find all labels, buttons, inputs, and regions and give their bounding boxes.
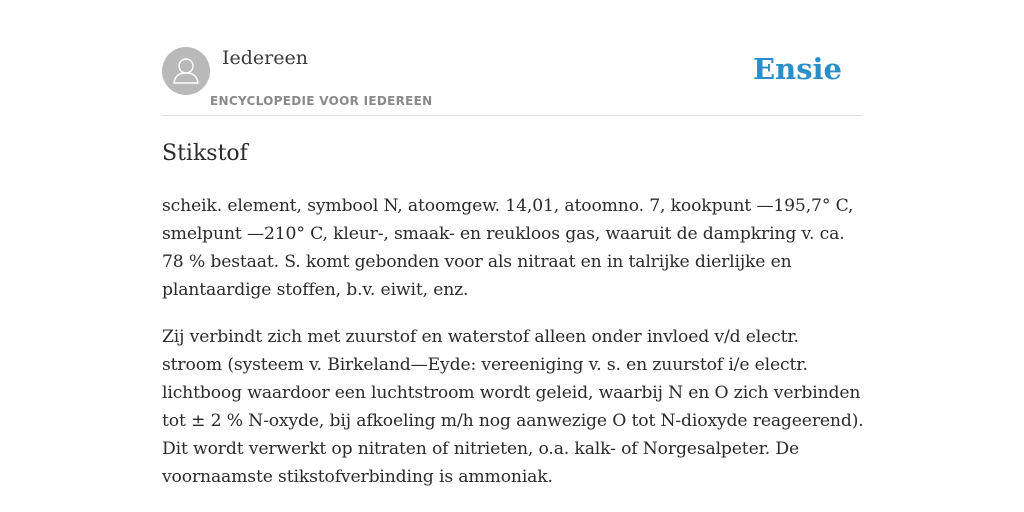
- article-paragraph: Zij verbindt zich met zuurstof en waterstof alleen onder invloed v/d electr. stroom (systeem v. Birkeland—Eyde: vereeniging v. s. en zuurstof i/e electr. lichtboog waardoor een luchtstroom wordt geleid, waarbij N en O zich verbinden tot ± 2 % N-oxyde, bij afkoeling m/h nog aanwezige O tot N-dioxyde reageerend). Dit wordt verwerkt op nitraten of nitrieten, o.a. kalk- of Norgesalpeter. De voornaamste stikstofverbinding is ammoniak.: [162, 327, 864, 487]
- article-title: Stikstof: [162, 141, 248, 166]
- user-silhouette-icon: [162, 47, 210, 95]
- author-name-link[interactable]: Iedereen: [222, 47, 308, 69]
- article-paragraph: scheik. element, symbool N, atoomgew. 14,01, atoomno. 7, kookpunt —195,7° C, smelpunt —210° C, kleur-, smaak- en reukloos gas, waaruit de dampkring v. ca. 78 % bestaat. S. komt gebonden voor als nitraat en in talrijke dierlijke en plantaardige stoffen, b.v. eiwit, enz.: [162, 196, 854, 300]
- article-body: [162, 192, 864, 510]
- ensie-logo-link[interactable]: Ensie: [753, 52, 842, 86]
- user-avatar-icon[interactable]: [162, 47, 210, 95]
- site-tagline: ENCYCLOPEDIE VOOR IEDEREEN: [210, 94, 433, 108]
- site-header: [162, 46, 862, 116]
